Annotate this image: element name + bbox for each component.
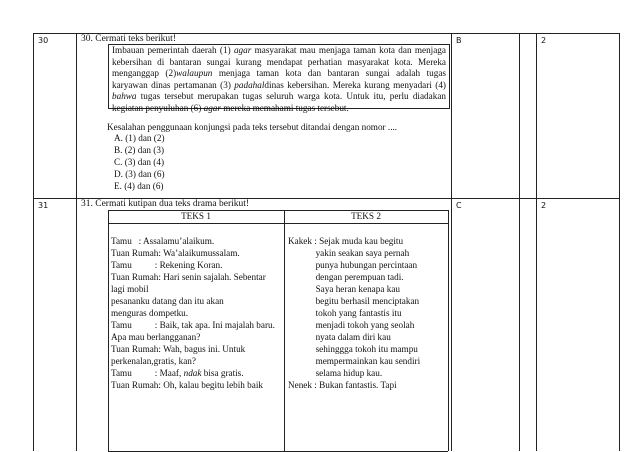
answer-option: E. (4) dan (6) [114,181,164,191]
teks1-line-segment: Tamu : Maaf, [111,368,184,378]
column-border-blank [519,33,520,451]
teks2-line: dengan perempuan tadi. [288,272,404,282]
answer-key: C [456,201,462,210]
passage-segment: tugas tersebut merupakan tugas seluruh warga kota. Untuk itu, perlu diadakan kegiatan penyuluhan (6) [112,91,446,113]
passage-segment: mereka memahami tugas tersebut. [220,102,349,113]
passage-segment: masyarakat mau menjaga taman kota dan menjaga kebersihan di bantaran sungai kurang mendapat perhatian masyarakat kota. Mereka menganggap (2) [112,45,446,79]
drama-table-header-bottom [108,223,448,224]
passage-segment: dinas kebersihan. Mereka kurang menyadari (4) [264,79,446,90]
teks2-line: sehinggga tokoh itu mampu [288,344,418,354]
column-border-number [76,33,77,451]
question-prompt: Kesalahan penggunaan konjungsi pada teks tersebut ditandai dengan nomor .... [107,122,398,132]
teks2-line: nyata dalam diri kau [288,332,391,342]
teks2-line: punya hubungan percintaan [288,260,418,270]
teks2-line: mempermainkan kau sendiri [288,356,421,366]
answer-key: B [456,36,462,45]
teks1-line: Tamu : Baik, tak apa. Ini majalah baru. [111,320,275,330]
column-border-right [619,33,620,451]
conjunction-italic: bahwa [112,91,137,102]
question-label: 30. Cermati teks berikut! [81,34,176,44]
passage-segment: Imbauan pemerintah daerah (1) [112,45,234,55]
column-border-score [536,33,537,451]
drama-table-left [108,210,109,451]
teks2-line: tokoh yang fantastis itu [288,308,402,318]
passage-segment: menjaga taman kota dan bantaran sungai adalah tugas karyawan dinas pertamanan (3) [112,68,446,90]
answer-option: B. (2) dan (3) [114,145,165,155]
teks2-line: yakin seakan saya pernah [288,248,410,258]
teks1-line-segment: bisa gratis. [201,368,244,378]
answer-option: D. (3) dan (6) [114,169,165,179]
teks2-line: Saya heran kenapa kau [288,284,400,294]
teks2-line: menjadi tokoh yang seolah [288,320,415,330]
row-number: 31 [38,201,49,210]
conjunction-italic: walaupun [176,68,213,79]
teks1-line: menguras dompetku. [111,308,189,318]
conjunction-italic: agar [233,45,252,55]
teks1-line: perkenalan,gratis, kan? [111,356,196,366]
drama-table-divider [284,210,285,451]
teks1-line: Tuan Rumah: Oh, kalau begitu lebih baik [111,380,264,390]
drama-table-right [448,210,449,451]
answer-option: C. (3) dan (4) [114,157,165,167]
teks2-line: Kakek : Sejak muda kau begitu [288,236,404,246]
teks1-line: Apa mau berlangganan? [111,332,201,342]
score: 2 [541,36,547,45]
teks2-header: TEKS 2 [351,211,381,221]
teks1-line [111,368,244,380]
teks1-line: Tuan Rumah: Wah, bagus ini. Untuk [111,344,246,354]
row-number: 30 [38,36,49,45]
answer-option: A. (1) dan (2) [114,133,165,143]
passage-text [112,45,446,115]
column-border-left [33,33,34,451]
teks1-line: Tamu : Assalamu’alaikum. [111,236,215,246]
teks1-italic-word: ndak [183,368,202,378]
teks1-line: lagi mobil [111,284,149,294]
conjunction-italic: padahal [234,79,265,90]
teks1-line: Tuan Rumah: Wa’alaikumussalam. [111,248,240,258]
score: 2 [541,201,547,210]
conjunction-italic: agar [203,102,221,113]
teks1-line: Tamu : Rekening Koran. [111,260,223,270]
teks1-line: pesananku datang dan itu akan [111,296,224,306]
question-label: 31. Cermati kutipan dua teks drama berikut! [81,199,250,209]
teks1-header: TEKS 1 [181,211,211,221]
teks2-line: begitu berhasil menciptakan [288,296,420,306]
teks2-line: Nenek : Bukan fantastis. Tapi [288,380,397,390]
teks2-line: selama hidup kau. [288,368,383,378]
teks1-line: Tuan Rumah: Hari senin sajalah. Sebentar [111,272,266,282]
column-border-key [451,33,452,451]
